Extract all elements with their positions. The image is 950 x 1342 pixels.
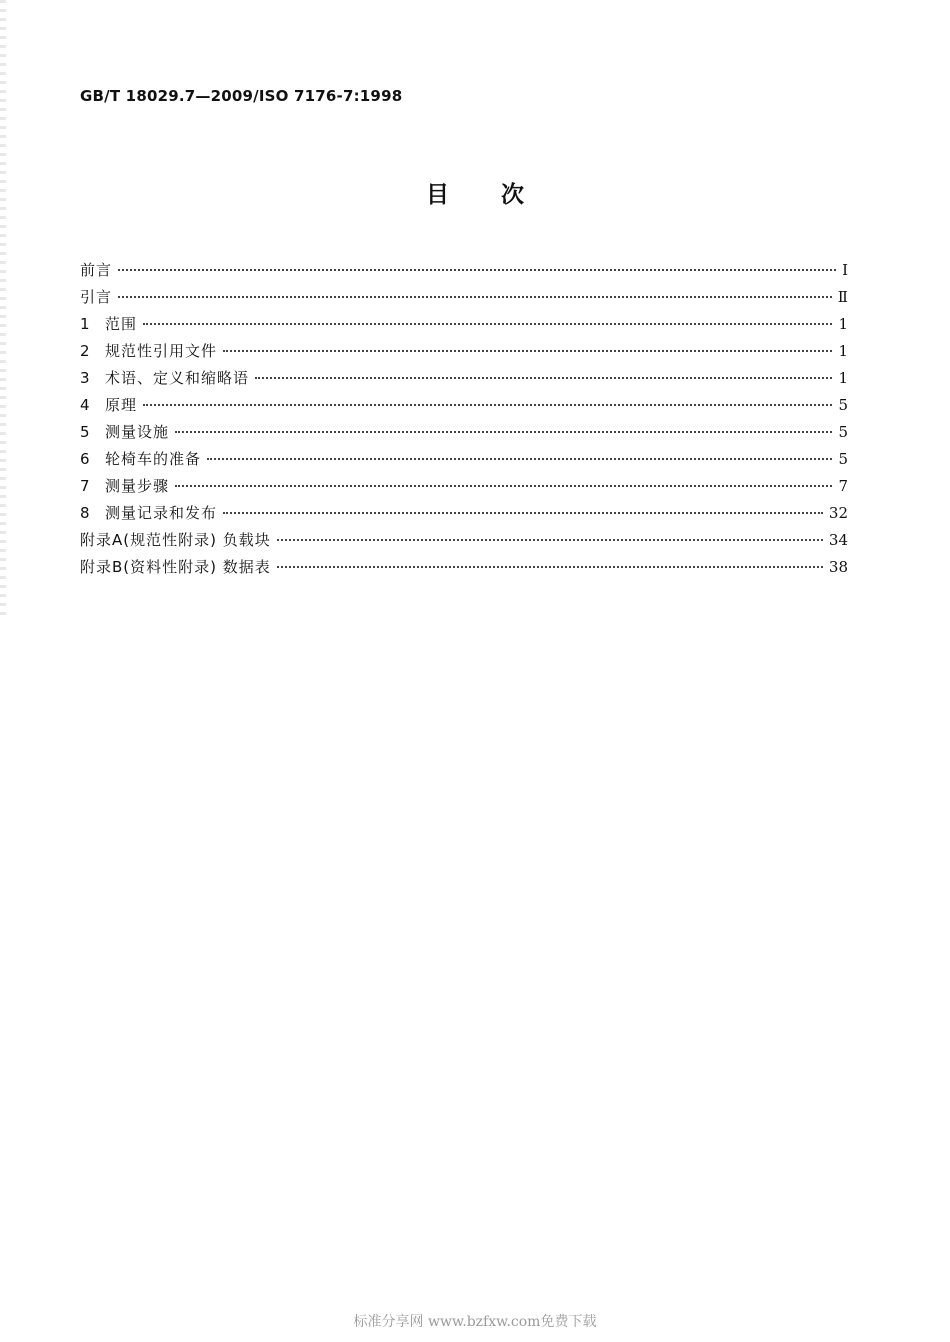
toc-dot-leader (143, 323, 832, 325)
toc-title: 目次 (426, 182, 576, 208)
toc-entry-label: 原理 (105, 396, 138, 414)
toc-entry[interactable] (80, 257, 848, 284)
toc-entry-page: 5 (838, 450, 848, 468)
toc-entry-page: 1 (838, 369, 848, 387)
toc-entry-label: 轮椅车的准备 (105, 450, 202, 468)
toc-entry-number: 8 (80, 504, 90, 522)
toc-entry-number: 2 (80, 342, 90, 360)
toc-entry-number: 6 (80, 450, 90, 468)
toc-dot-leader (223, 512, 823, 514)
toc-entry-number: 1 (80, 315, 90, 333)
toc-entry-page: 38 (828, 558, 848, 576)
toc-entry[interactable] (80, 392, 848, 419)
toc-entry-label: 附录B(资料性附录) 数据表 (80, 558, 271, 576)
toc-entry[interactable] (80, 311, 848, 338)
toc-entry[interactable] (80, 473, 848, 500)
toc-dot-leader (175, 485, 832, 487)
toc-entry-label: 范围 (105, 315, 138, 333)
toc-dot-leader (277, 566, 823, 568)
toc-entry-page: Ⅱ (837, 288, 848, 306)
toc-entry-number: 7 (80, 477, 90, 495)
toc-entry[interactable] (80, 446, 848, 473)
scan-edge-artifact (0, 0, 6, 620)
toc-dot-leader (175, 431, 832, 433)
toc-entry-label: 测量记录和发布 (105, 504, 218, 522)
toc-entry[interactable] (80, 500, 848, 527)
toc-entry-label: 引言 (80, 288, 113, 306)
toc-entry-page: 7 (838, 477, 848, 495)
toc-entry-label: 测量步骤 (105, 477, 170, 495)
toc-list (80, 257, 848, 581)
toc-entry[interactable] (80, 554, 848, 581)
toc-entry-page: 34 (828, 531, 848, 549)
toc-entry-number: 4 (80, 396, 90, 414)
toc-dot-leader (118, 269, 836, 271)
toc-entry-number: 3 (80, 369, 90, 387)
toc-entry[interactable] (80, 365, 848, 392)
toc-entry-page: 5 (838, 396, 848, 414)
toc-entry-label: 前言 (80, 261, 113, 279)
toc-entry[interactable] (80, 338, 848, 365)
toc-dot-leader (207, 458, 832, 460)
toc-entry[interactable] (80, 419, 848, 446)
toc-entry-label: 术语、定义和缩略语 (105, 369, 250, 387)
toc-entry-number: 5 (80, 423, 90, 441)
toc-dot-leader (255, 377, 832, 379)
standard-code: GB/T 18029.7—2009/ISO 7176-7:1998 (80, 87, 403, 105)
footer-watermark: 标准分享网 www.bzfxw.com免费下载 (353, 1314, 597, 1330)
toc-dot-leader (277, 539, 823, 541)
toc-dot-leader (143, 404, 832, 406)
toc-dot-leader (118, 296, 832, 298)
toc-entry-label: 附录A(规范性附录) 负载块 (80, 531, 271, 549)
toc-entry-page: 5 (838, 423, 848, 441)
toc-entry-label: 测量设施 (105, 423, 170, 441)
toc-entry[interactable] (80, 527, 848, 554)
toc-entry-page: 1 (838, 342, 848, 360)
toc-dot-leader (223, 350, 832, 352)
toc-entry-label: 规范性引用文件 (105, 342, 218, 360)
toc-entry-page: 1 (838, 315, 848, 333)
toc-entry[interactable] (80, 284, 848, 311)
toc-entry-page: Ⅰ (842, 261, 848, 279)
toc-entry-page: 32 (828, 504, 848, 522)
